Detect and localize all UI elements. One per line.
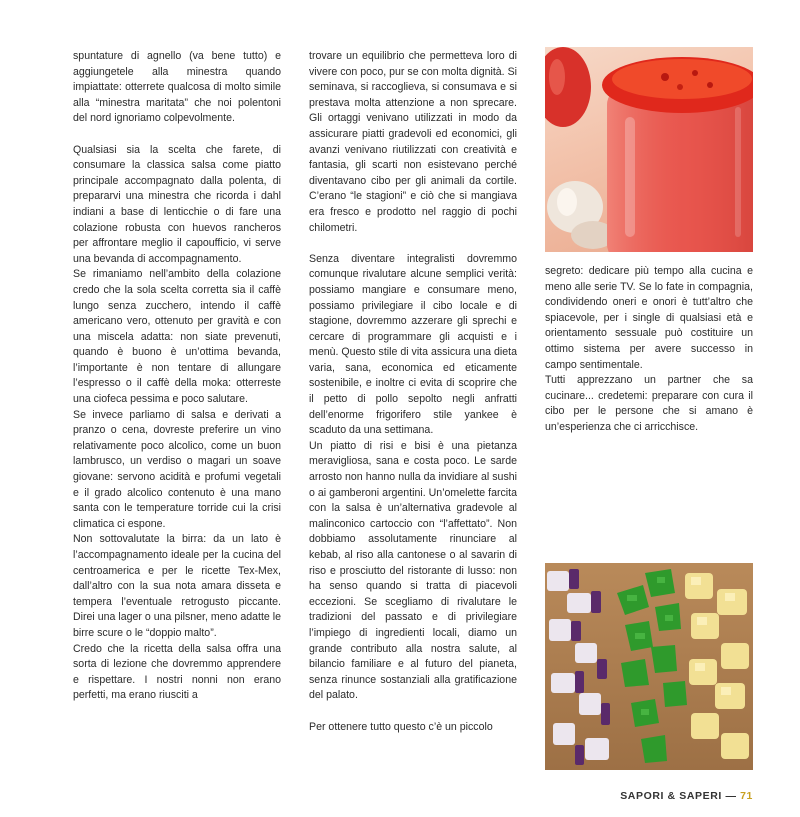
page-footer [620, 790, 753, 802]
text-column-3 [545, 264, 753, 436]
paragraph: Senza diventare integralisti dovremmo comunque rivalutare alcune semplici verità: possiamo mangiare e consumare meno, possiamo privilegiare il cibo locale e di stagione, dovremmo azzerare gli sprechi e cercare di programmare gli acquisti e i menù. Questo stile di vita assicura una dieta varia, sana, economica ed eticamente sostenibile, e inoltre ci evita di scoprire che il petto di pollo sepolto negli anfratti dell’enorme frigorifero stile yankee è scaduto da una settimana. [309, 252, 517, 437]
paragraph: Se invece parliamo di salsa e derivati a pranzo o cena, dovreste preferire un vino relativamente poco alcolico, come un buon lambrusco, un verdiso o magari un soave giovane: servono acidità e profumi vegetali e il grado alcolico contenuto è una mano santa con le temperature torride cui la crisi climatica ci espone. [73, 408, 281, 530]
paragraph: Credo che la ricetta della salsa offra una sorta di lezione che dovremmo apprendere e rispettare. I nostri nonni non erano perfetti, ma erano riusciti a [73, 642, 281, 702]
paragraph: Qualsiasi sia la scelta che farete, di consumare la classica salsa come piatto principale accompagnato dalla polenta, di prepararvi una minestra che ricorda i dahl indiani a base di lenticchie o di fare una colazione robusta con huevos rancheros per affrontare meglio il capoufficio, vi serve una bevanda di accompagnamento. [73, 143, 281, 265]
tomato-sauce-jar-photo [545, 47, 753, 252]
paragraph: trovare un equilibrio che permetteva loro di vivere con poco, pur se con molta dignità. Si seminava, si raccoglieva, si consumava e si prestava molta attenzione a non sprecare. Gli ortaggi venivano utilizzati in modo da assicurare piatti gradevoli ed economici, gli avanzi venivano riutilizzati con creatività e fantasia, gli scarti non esistevano perché diventavano cibo per gli animali da cortile. C’erano “le stagioni” e ciò che si mangiava era fresco e prodotto nel raggio di pochi chilometri. [309, 50, 517, 234]
paragraph: Un piatto di risi e bisi è una pietanza meravigliosa, sana e costa poco. Le sarde arrosto non hanno nulla da invidiare al sushi o ai gamberoni argentini. Un’omelette farcita con la salsa è un’alternativa gradevole al malinconico cartoccio con “l’affettato”. Non dobbiamo assolutamente rinunciare al kebab, al riso alla cantonese o al savarin di riso e prosciutto del ristorante di lusso: non ha senso quando si tratta di piacevoli eccezioni. Se scegliamo di rivalutare le tradizioni del passato e di privilegiare l’impiego di ingredienti locali, diamo un grande contributo alla nostra salute, al bilancio familiare e al futuro del pianeta, senza rinunce sostanziali alla gratificazione del palato. [309, 439, 517, 702]
paragraph: spuntature di agnello (va bene tutto) e aggiungetele alla minestra quando impiattate: otterrete qualcosa di molto simile alla “minestra maritata” che noi polentoni del nord ignoriamo colpevolmente. [73, 50, 281, 125]
paragraph: Se rimaniamo nell’ambito della colazione credo che la sola scelta corretta sia il caffè lungo senza zucchero, intendo il caffè americano vero, ottenuto per gravità e con una miscela adatta: non siate prevenuti, quando è buono è un’ottima bevanda, l’importante è non tentare di allungare l’espresso o il caffè della moka: otterreste una ciofeca pessima e poco salutare. [73, 268, 281, 406]
page-number: 71 [740, 790, 753, 802]
paragraph: Non sottovalutate la birra: da un lato è l’accompagnamento ideale per la cucina del centroamerica e per le ricette Tex-Mex, dall’altro con la sua nota amara disseta e tempera l’eventuale retrogusto piccante. Direi una lager o una pilsner, meno adatte le birre scure o le “doppio malto”. [73, 533, 281, 639]
paragraph: segreto: dedicare più tempo alla cucina e meno alle serie TV. Se lo fate in compagnia, condividendo oneri e onori è tutt’altro che spiacevole, per i single di qualsiasi età e orientamento sessuale può costituire un ottimo sistema per avere successo in campo sentimentale. [545, 265, 753, 371]
paragraph: Per ottenere tutto questo c’è un piccolo [309, 720, 493, 733]
footer-section: SAPORI & SAPERI — [620, 790, 737, 802]
paragraph: Tutti apprezzano un partner che sa cucinare... credetemi: preparare con cura il cibo per le persone che si amano è un’esperienza che ci arricchisce. [545, 374, 753, 433]
chopped-vegetables-photo [545, 563, 753, 770]
text-column-1 [73, 49, 281, 704]
text-column-2 [309, 49, 517, 735]
